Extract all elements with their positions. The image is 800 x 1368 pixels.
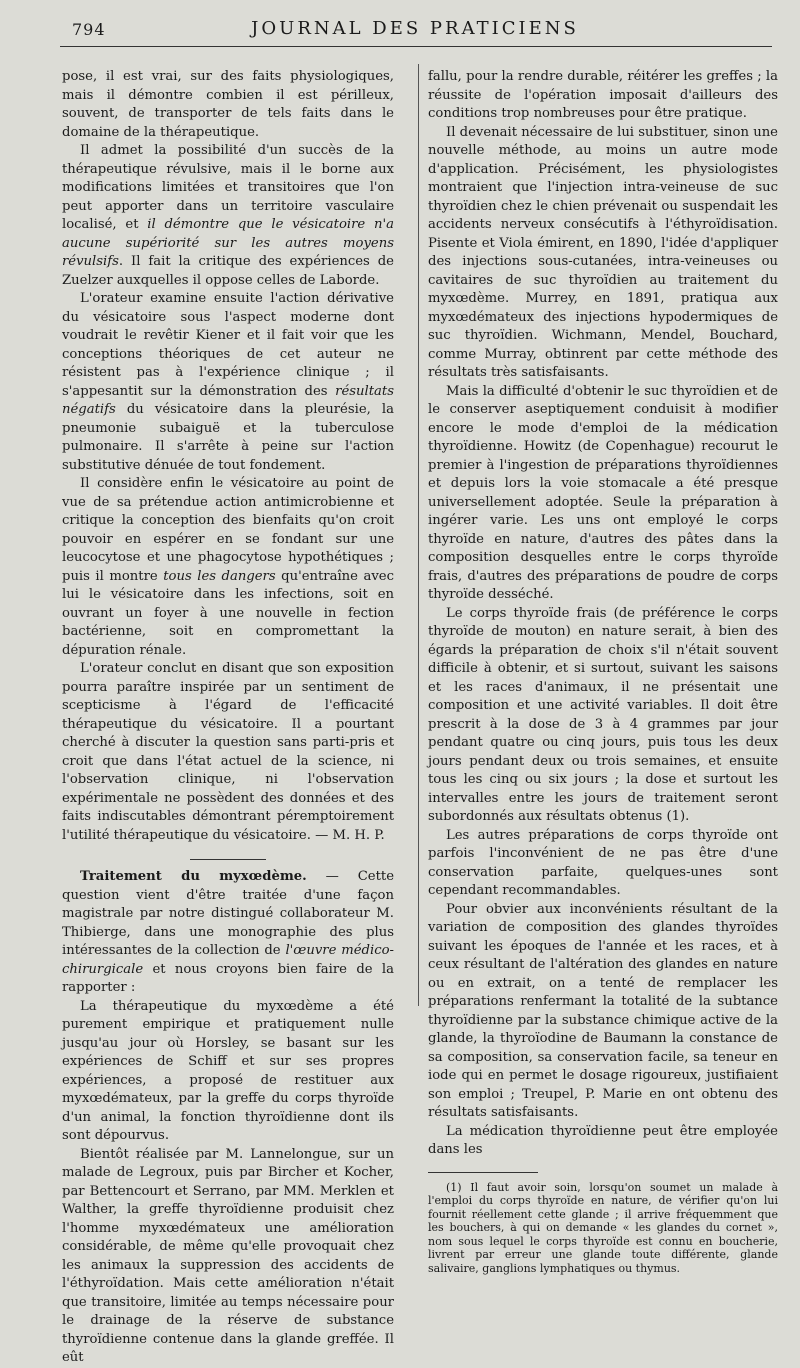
text-run: et nous croyons bien faire de la rapporter : — [62, 961, 394, 995]
paragraph: fallu, pour la rendre durable, réitérer les greffes ; la réussite de l'opération imposait d'ailleurs des conditions trop nombreuses pour être pratique. — [428, 69, 778, 121]
paragraph: Les autres préparations de corps thyroïde ont parfois l'inconvénient de ne pas être d'une conservation parfaite, quelques-unes sont cependant recommandables. — [428, 827, 778, 898]
text-run: du vésicatoire dans la pleurésie, la pneumonie subaiguë et la tuberculose pulmonaire. Il s'arrête à peine sur l'action substitutive dénuée de tout fondement. — [62, 402, 394, 473]
column-divider — [418, 64, 419, 1006]
text-run: Il admet la possibilité d'un succès de la thérapeutique révulsive, mais il le borne aux modifications limitées et transitoires que l'on peut apporter dans un territoire vasculaire localisé, et — [62, 143, 394, 232]
text-run: . Il fait la critique des expériences de Zuelzer auxquelles il oppose celles de Laborde. — [62, 254, 394, 288]
paragraph: La thérapeutique du myxœdème a été purement empirique et pratiquement nulle jusqu'au jour où Horsley, se basant sur les expériences de Schiff et sur ses propres expériences, a proposé de restituer aux myxœdémateux, par la greffe du corps thyroïde d'un animal, la fonction thyroïdienne dont ils sont dépourvus. — [62, 998, 394, 1143]
paragraph: Bientôt réalisée par M. Lannelongue, sur un malade de Legroux, puis par Bircher et Kocher, par Bettencourt et Serrano, par MM. Merklen et Walther, la greffe thyroïdienne produisit chez l'homme myxœdémateux une amélioration considérable, de même qu'elle provoquait chez les animaux la suppression des accidents de l'éthyroïdation. Mais cette amélioration n'était que transitoire, limitée au temps nécessaire pour le drainage de la réserve de substance thyroïdienne contenue dans la glande greffée. Il eût — [62, 1146, 394, 1365]
footnote-divider — [428, 1172, 538, 1173]
page-number: 794 — [72, 20, 106, 39]
text-run: — Cette question vient d'être traitée d'une façon magistrale par notre distingué collaborateur M. Thibierge, dans une monographie des plus intéressantes de la collection de — [62, 869, 394, 958]
footnote: (1) Il faut avoir soin, lorsqu'on soumet un malade à l'emploi du corps thyroïde en nature, de vérifier qu'on lui fournit réellement cette glande ; il arrive fréquemment que les bouchers, à qui on demande « les glandes du cornet », nom sous lequel le corps thyroïde est connu en boucherie, livrent par erreur une glande toute différente, glande salivaire, ganglions lymphatiques ou thymus. — [428, 1180, 778, 1276]
page-header — [60, 18, 770, 44]
paragraph — [62, 475, 394, 660]
journal-title: JOURNAL DES PRATICIENS — [251, 18, 579, 39]
paragraph — [62, 868, 394, 998]
section-divider — [190, 859, 266, 860]
italic-text: il démontre que le vésicatoire n'a aucune supériorité sur les autres moyens révulsifs — [62, 217, 394, 269]
paragraph: Mais la difficulté d'obtenir le suc thyroïdien et de le conserver aseptiquement conduisit à modifier encore le mode d'emploi de la médication thyroïdienne. Howitz (de Copenhague) recourut le premier à l'ingestion de préparations thyroïdiennes et depuis lors la voie stomacale a été presque universellement adoptée. Seule la préparation à ingérer varie. Les uns ont employé le corps thyroïde en nature, d'autres des pâtes dans la composition desquelles entre le corps thyroïde frais, d'autres des préparations de poudre de corps thyroïde desséché. — [428, 383, 778, 602]
left-column — [62, 68, 394, 1368]
italic-text: résultats négatifs — [62, 383, 394, 417]
text-run: L'orateur examine ensuite l'action dérivative du vésicatoire sous l'aspect moderne dont voudrait le revêtir Kiener et il fait voir que les conceptions théoriques de cet auteur ne résistent pas à l'expérience clinique ; il s'appesantit sur la démonstration des — [62, 291, 394, 399]
paragraph: pose, il est vrai, sur des faits physiologiques, mais il démontre combien il est périlleux, souvent, de transporter de tels faits dans le domaine de la thérapeutique. — [62, 69, 394, 140]
italic-text: l'œuvre médico-chirurgicale — [62, 943, 394, 977]
paragraph: L'orateur conclut en disant que son exposition pourra paraître inspirée par un sentiment de scepticisme à l'égard de l'efficacité thérapeutique du vésicatoire. Il a pourtant cherché à discuter la question sans parti-pris et croit que dans l'état actuel de la science, ni l'observation clinique, ni l'observation expérimentale ne possèdent des données et des faits indiscutables démontrant péremptoirement l'utilité thérapeutique du vésicatoire. — M. H. P. — [62, 661, 394, 843]
paragraph: Le corps thyroïde frais (de préférence le corps thyroïde de mouton) en nature serait, à bien des égards la préparation de choix s'il n'était souvent difficile à obtenir, et si surtout, suivant les saisons et les races d'animaux, il ne présentait une composition et une activité variables. Il doit être prescrit à la dose de 3 à 4 grammes par jour pendant quatre ou cinq jours, puis tous les deux jours pendant deux ou trois semaines, et ensuite tous les cinq ou six jours ; la dose et surtout les intervalles entre les jours de traitement seront subordonnés aux résultats obtenus (1). — [428, 605, 778, 824]
italic-text: tous les dangers — [163, 568, 276, 584]
right-column — [428, 68, 778, 1276]
paragraph — [62, 290, 394, 475]
text-run: Il considère enfin le vésicatoire au point de vue de sa prétendue action antimicrobienne et critique la conception des bienfaits qu'on croit pouvoir en espérer en se fondant sur une leucocytose et une phagocytose hypothétiques ; puis il montre — [62, 476, 394, 584]
paragraph: La médication thyroïdienne peut être employée dans les — [428, 1123, 778, 1157]
paragraph: Pour obvier aux inconvénients résultant de la variation de composition des glandes thyroïdes suivant les époques de l'année et les races, et à ceux résultant de l'altération des glandes en nature ou en extrait, on a tenté de remplacer les préparations renfermant la totalité de la subtance thyroïdienne par la substance chimique active de la glande, la thyroïodine de Baumann la constance de sa composition, sa conservation facile, sa teneur en iode qui en permet le dosage rigoureux, justifiaient son emploi ; Treupel, P. Marie en ont obtenu des résultats satisfaisants. — [428, 901, 778, 1120]
section-heading: Traitement du myxœdème. — [80, 869, 307, 884]
paragraph — [62, 142, 394, 290]
header-rule — [60, 46, 772, 47]
paragraph: Il devenait nécessaire de lui substituer, sinon une nouvelle méthode, au moins un autre mode d'application. Précisément, les physiologistes montraient que l'injection intra-veineuse de suc thyroïdien chez le chien prévenait ou suspendait les accidents nerveux consécutifs à l'éthyroïdisation. Pisente et Viola émirent, en 1890, l'idée d'appliquer des injections sous-cutanées, intra-veineuses ou cavitaires de suc thyroïdien au traitement du myxœdème. Murrey, en 1891, pratiqua aux myxœdémateux des injections hypodermiques de suc thyroïdien. Wichmann, Mendel, Bouchard, comme Murray, obtinrent par cette méthode des résultats très satisfaisants. — [428, 124, 778, 380]
text-run: qu'entraîne avec lui le vésicatoire dans les infections, soit en ouvrant un foyer à une nouvelle in fection bactérienne, soit en compromettant la dépuration rénale. — [62, 568, 394, 658]
